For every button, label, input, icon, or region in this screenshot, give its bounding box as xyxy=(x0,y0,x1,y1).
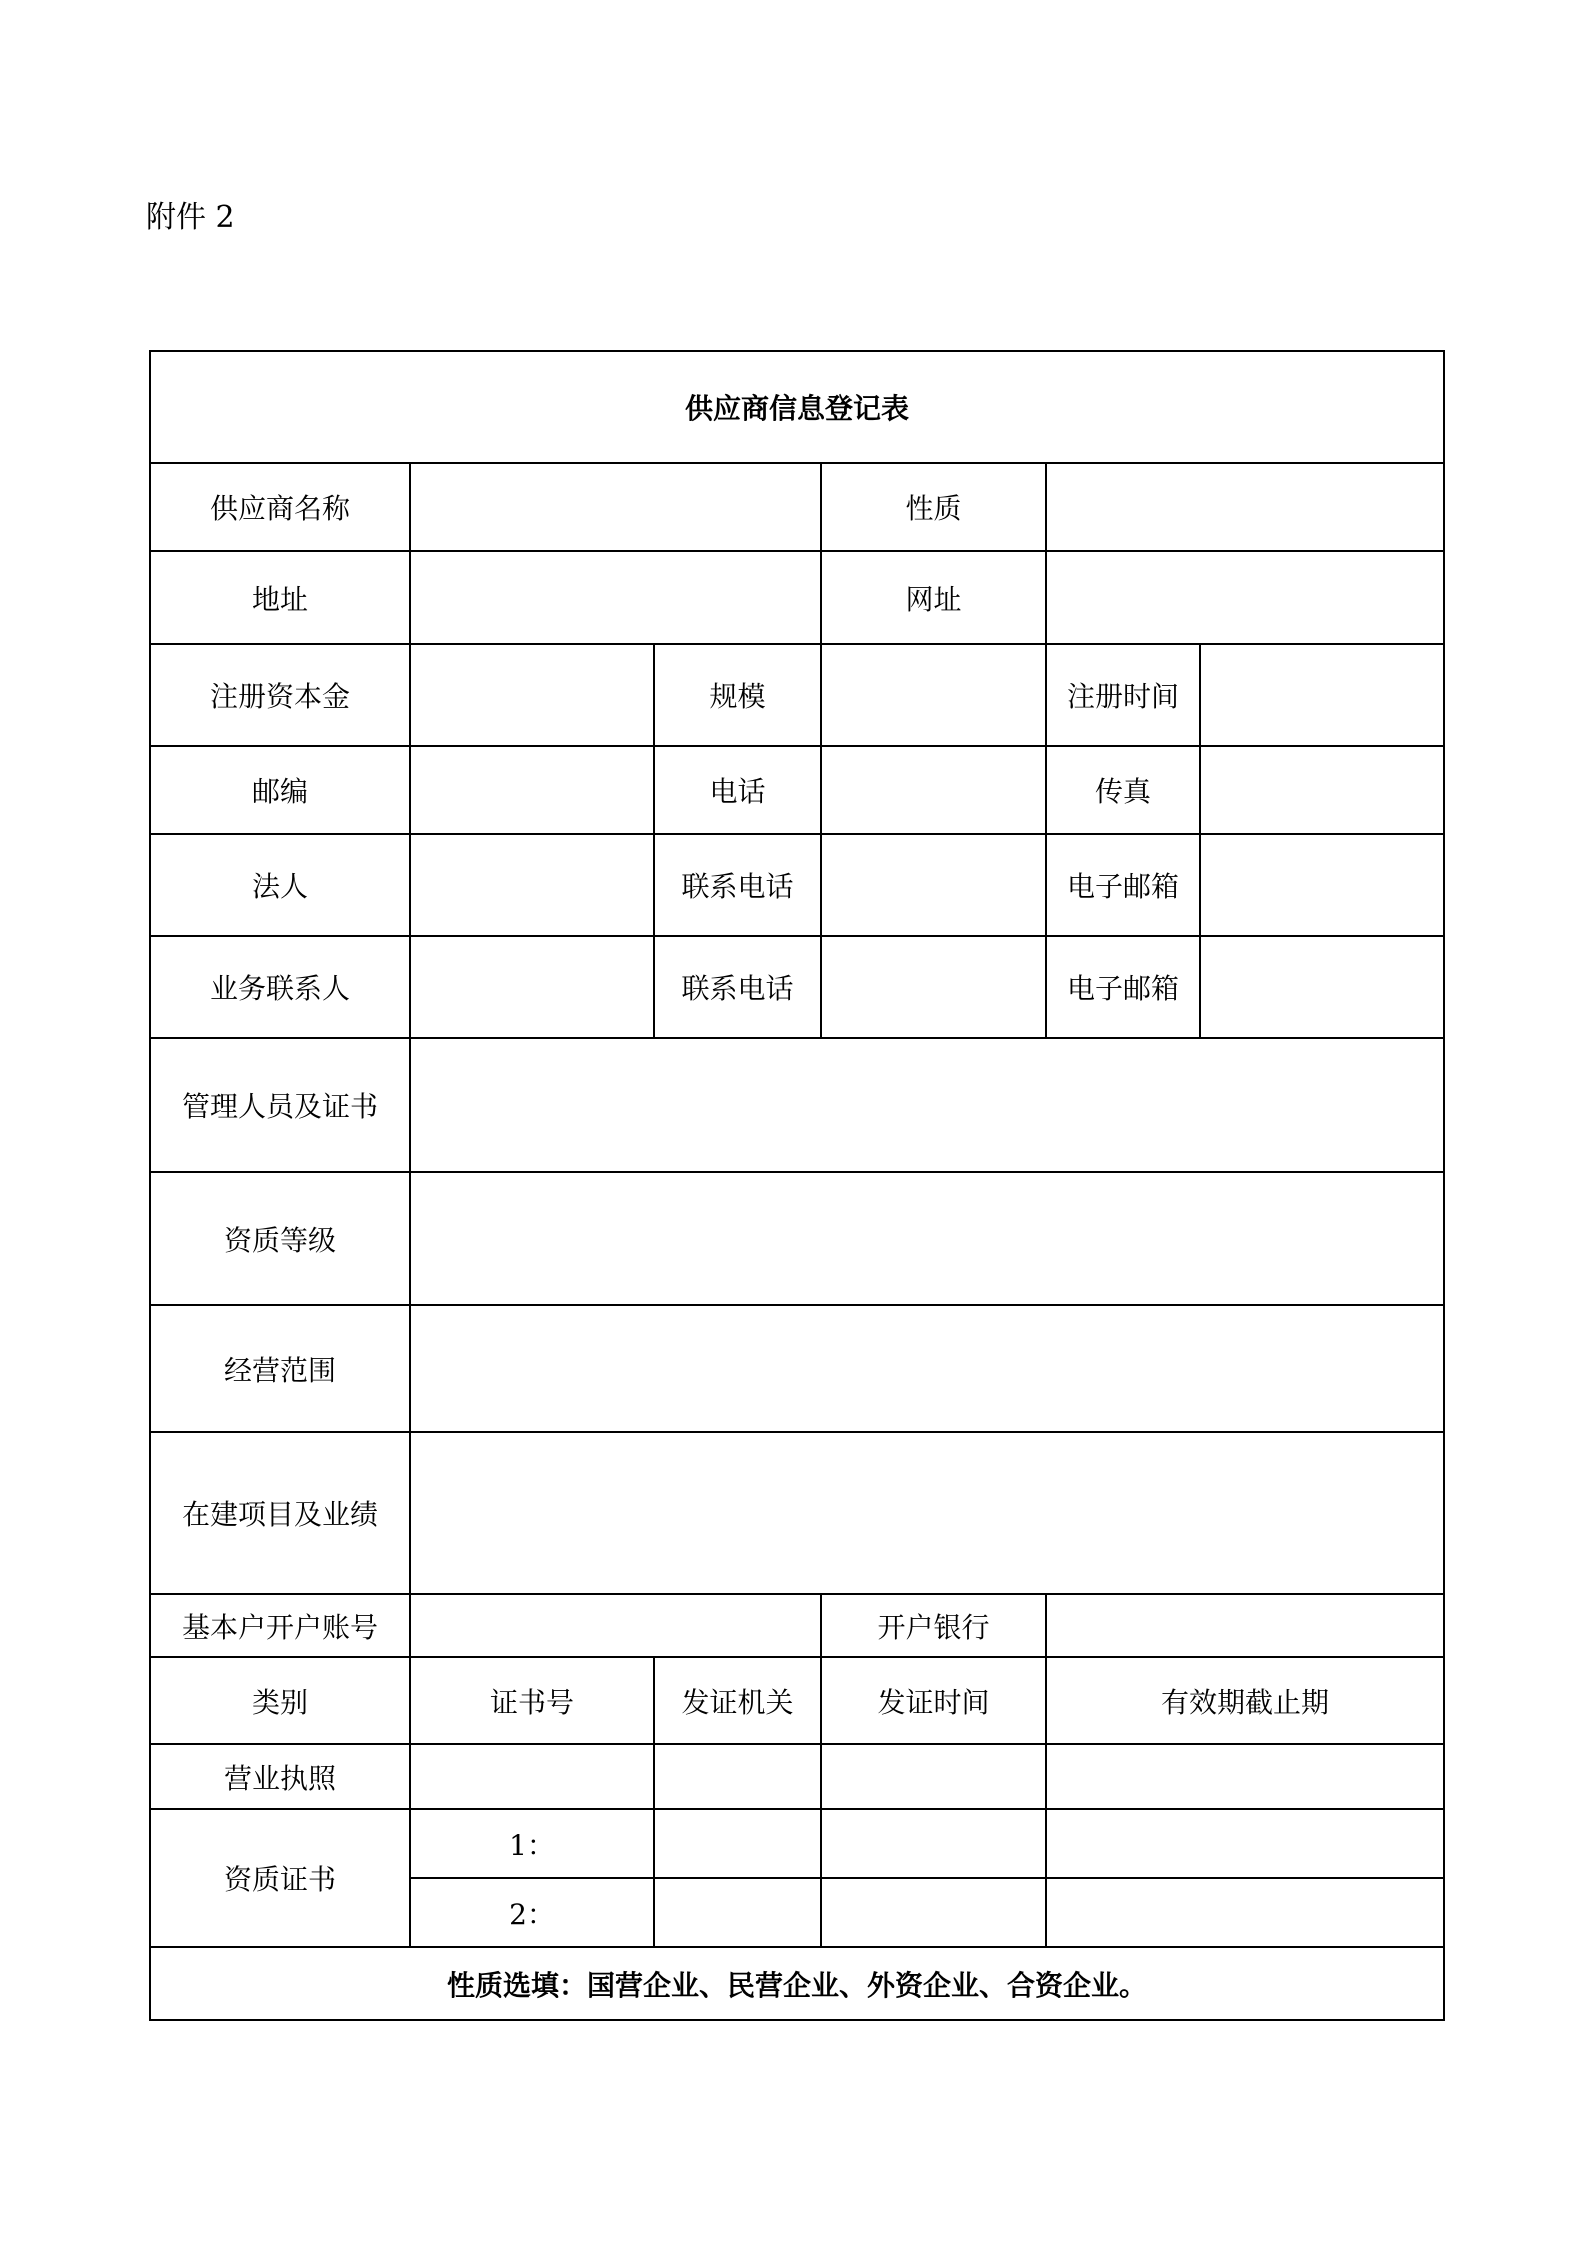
bank-field[interactable] xyxy=(1046,1594,1444,1657)
biz-contact-label: 业务联系人 xyxy=(150,936,410,1038)
cert-header-expiry: 有效期截止期 xyxy=(1046,1657,1444,1744)
business-license-label: 营业执照 xyxy=(150,1744,410,1809)
capital-field[interactable] xyxy=(410,644,654,746)
license-issue-date-field[interactable] xyxy=(821,1744,1046,1809)
qual-cert-1-expiry[interactable] xyxy=(1046,1809,1444,1878)
website-label: 网址 xyxy=(821,551,1046,644)
qualification-cert-label: 资质证书 xyxy=(150,1809,410,1947)
bank-account-field[interactable] xyxy=(410,1594,821,1657)
qual-cert-2-issuer[interactable] xyxy=(654,1878,821,1947)
fax-label: 传真 xyxy=(1046,746,1200,834)
legal-contact-phone-label: 联系电话 xyxy=(654,834,821,936)
address-field[interactable] xyxy=(410,551,821,644)
supplier-name-label: 供应商名称 xyxy=(150,463,410,551)
nature-note: 性质选填：国营企业、民营企业、外资企业、合资企业。 xyxy=(150,1947,1444,2020)
managers-label: 管理人员及证书 xyxy=(150,1038,410,1172)
supplier-registration-form xyxy=(149,350,1445,2021)
license-issuer-field[interactable] xyxy=(654,1744,821,1809)
reg-time-field[interactable] xyxy=(1200,644,1444,746)
phone-label: 电话 xyxy=(654,746,821,834)
license-number-field[interactable] xyxy=(410,1744,654,1809)
license-expiry-field[interactable] xyxy=(1046,1744,1444,1809)
supplier-name-field[interactable] xyxy=(410,463,821,551)
legal-person-field[interactable] xyxy=(410,834,654,936)
qual-cert-1-number[interactable]: 1： xyxy=(410,1809,654,1878)
biz-contact-phone-label: 联系电话 xyxy=(654,936,821,1038)
bank-account-label: 基本户开户账号 xyxy=(150,1594,410,1657)
attachment-label: 附件 2 xyxy=(146,200,235,235)
biz-contact-field[interactable] xyxy=(410,936,654,1038)
fax-field[interactable] xyxy=(1200,746,1444,834)
qualification-level-label: 资质等级 xyxy=(150,1172,410,1305)
qualification-level-field[interactable] xyxy=(410,1172,1444,1305)
managers-field[interactable] xyxy=(410,1038,1444,1172)
capital-label: 注册资本金 xyxy=(150,644,410,746)
phone-field[interactable] xyxy=(821,746,1046,834)
projects-field[interactable] xyxy=(410,1432,1444,1594)
qual-cert-2-issue-date[interactable] xyxy=(821,1878,1046,1947)
cert-header-issue-date: 发证时间 xyxy=(821,1657,1046,1744)
scale-label: 规模 xyxy=(654,644,821,746)
address-label: 地址 xyxy=(150,551,410,644)
biz-email-field[interactable] xyxy=(1200,936,1444,1038)
nature-field[interactable] xyxy=(1046,463,1444,551)
website-field[interactable] xyxy=(1046,551,1444,644)
qual-cert-1-issue-date[interactable] xyxy=(821,1809,1046,1878)
scale-field[interactable] xyxy=(821,644,1046,746)
projects-label: 在建项目及业绩 xyxy=(150,1432,410,1594)
postcode-label: 邮编 xyxy=(150,746,410,834)
qual-cert-2-expiry[interactable] xyxy=(1046,1878,1444,1947)
form-title: 供应商信息登记表 xyxy=(150,351,1444,463)
reg-time-label: 注册时间 xyxy=(1046,644,1200,746)
legal-person-label: 法人 xyxy=(150,834,410,936)
cert-header-number: 证书号 xyxy=(410,1657,654,1744)
business-scope-field[interactable] xyxy=(410,1305,1444,1432)
cert-header-category: 类别 xyxy=(150,1657,410,1744)
biz-contact-phone-field[interactable] xyxy=(821,936,1046,1038)
postcode-field[interactable] xyxy=(410,746,654,834)
legal-email-label: 电子邮箱 xyxy=(1046,834,1200,936)
legal-email-field[interactable] xyxy=(1200,834,1444,936)
nature-label: 性质 xyxy=(821,463,1046,551)
cert-header-issuer: 发证机关 xyxy=(654,1657,821,1744)
legal-contact-phone-field[interactable] xyxy=(821,834,1046,936)
qual-cert-1-issuer[interactable] xyxy=(654,1809,821,1878)
qual-cert-2-number[interactable]: 2： xyxy=(410,1878,654,1947)
business-scope-label: 经营范围 xyxy=(150,1305,410,1432)
bank-label: 开户银行 xyxy=(821,1594,1046,1657)
biz-email-label: 电子邮箱 xyxy=(1046,936,1200,1038)
